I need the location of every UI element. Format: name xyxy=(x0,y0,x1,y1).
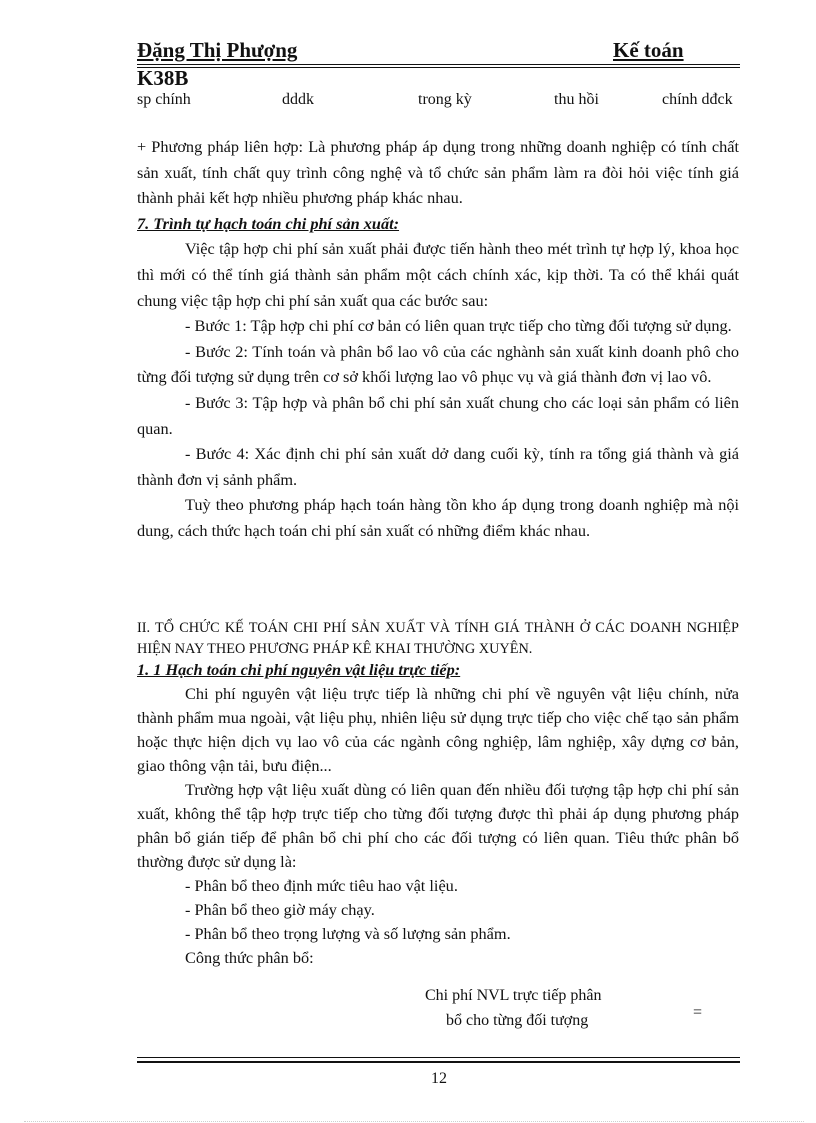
section-2-title: II. TỔ CHỨC KẾ TOÁN CHI PHÍ SẢN XUẤT VÀ TÍNH GIÁ THÀNH Ở CÁC DOANH NGHIỆP HIỆN NAY THEO PHƯƠNG PHÁP KÊ KHAI THƯỜNG XUYÊN. xyxy=(137,620,739,657)
footer-rule-bottom xyxy=(137,1061,740,1063)
fraction-line-2: bổ cho từng đối tượng xyxy=(446,1012,589,1029)
formula-term: thu hồi xyxy=(554,91,599,108)
body-section-2 xyxy=(137,658,739,970)
paragraph-tuy-theo: Tuỳ theo phương pháp hạch toán hàng tồn kho áp dụng trong doanh nghiệp mà nội dung, cách thức hạch toán chi phí sản xuất có những điểm khác nhau. xyxy=(137,495,739,540)
step-4: - Bước 4: Xác định chi phí sản xuất dở dang cuối kỳ, tính ra tổng giá thành và giá thành đơn vị sảnh phẩm. xyxy=(137,444,739,489)
fraction-line-1: Chi phí NVL trực tiếp phân xyxy=(425,987,602,1004)
heading-7: 7. Trình tự hạch toán chi phí sản xuất: xyxy=(137,213,400,233)
header-rule-bottom xyxy=(137,67,740,68)
formula-term: dddk xyxy=(282,91,314,108)
step-1: - Bước 1: Tập hợp chi phí cơ bản có liên quan trực tiếp cho từng đối tượng sử dụng. xyxy=(185,316,732,336)
bullet-dinh-muc: - Phân bổ theo định mức tiêu hao vật liệu. xyxy=(185,876,458,895)
paragraph-truong-hop: Trường hợp vật liệu xuất dùng có liên quan đến nhiều đối tượng tập hợp chi phí sản xuất, không thể tập hợp trực tiếp cho từng đối tượng được thì phải áp dụng phương pháp phân bổ gián tiếp để phân bổ chi phí cho các đối tượng có liên quan. Tiêu thức phân bổ thường được sử dụng là: xyxy=(137,780,739,871)
step-2: - Bước 2: Tính toán và phân bổ lao vô của các nghành sản xuất kinh doanh phô cho từng đối tượng sử dụng trên cơ sở khối lượng lao vô phục vụ và giá thành đơn vị lao vô. xyxy=(137,341,739,387)
heading-1-1: 1. 1 Hạch toán chi phí nguyên vật liệu trực tiếp: xyxy=(137,660,461,679)
body-section-1 xyxy=(137,134,739,544)
footer-rule-top xyxy=(137,1057,740,1058)
page-number: 12 xyxy=(431,1070,447,1087)
bullet-trong-luong: - Phân bổ theo trọng lượng và số lượng sản phẩm. xyxy=(185,924,511,943)
bullet-gio-may: - Phân bổ theo giờ máy chạy. xyxy=(185,900,375,919)
equals-sign: = xyxy=(693,1004,703,1021)
paragraph-lien-hop: + Phương pháp liên hợp: Là phương pháp áp dụng trong những doanh nghiệp có tính chất sản xuất, tính chất quy trình công nghệ và tổ chức sản phẩm làm ra đòi hỏi việc tính giá thành phải kết hợp nhiều phương pháp khác nhau. xyxy=(137,137,739,208)
page-edge-divider xyxy=(24,1121,804,1122)
formula-intro: Công thức phân bổ: xyxy=(185,948,314,967)
formula-term-row xyxy=(137,91,743,113)
header-department: Kế toán xyxy=(613,38,684,62)
header-class: K38B xyxy=(137,66,189,90)
formula-term: chính dđck xyxy=(662,91,733,108)
paragraph-tap-hop: Việc tập hợp chi phí sản xuất phải được tiến hành theo mét trình tự hợp lý, khoa học thì mới có thể tính giá thành sản phẩm một cách chính xác, kịp thời. Ta có thể khái quát chung việc tập hợp chi phí sản xuất qua các bước sau: xyxy=(137,239,739,310)
formula-term: trong kỳ xyxy=(418,91,472,108)
header-rule-top xyxy=(137,64,740,65)
step-3: - Bước 3: Tập hợp và phân bổ chi phí sản xuất chung cho các loại sản phẩm có liên quan. xyxy=(137,392,739,438)
header-author: Đặng Thị Phượng xyxy=(137,38,298,62)
paragraph-chi-phi-nvl: Chi phí nguyên vật liệu trực tiếp là những chi phí về nguyên vật liệu chính, nửa thành phẩm mua ngoài, vật liệu phụ, nhiên liệu sử dụng trực tiếp cho việc chế tạo sản phẩm hoặc thực hiện dịch vụ lao vô của các ngành công nghiệp, lâm nghiệp, xây dựng cơ bản, giao thông vận tải, bưu điện... xyxy=(137,684,739,775)
formula-term: sp chính xyxy=(137,91,191,108)
